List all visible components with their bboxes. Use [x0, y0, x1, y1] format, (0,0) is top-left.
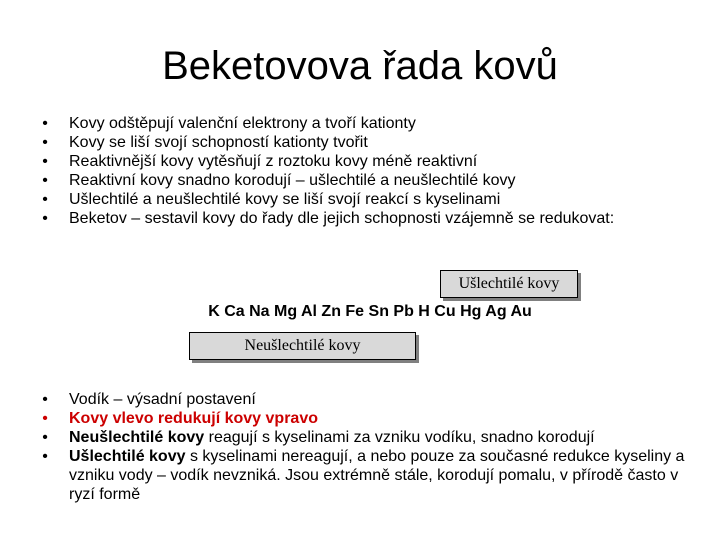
bullet-icon: •: [42, 191, 48, 208]
bullet-icon: •: [42, 153, 48, 170]
list-item: [40, 133, 690, 152]
bullet-icon: •: [42, 134, 48, 151]
list-item: [40, 390, 690, 409]
bullet-icon: •: [42, 391, 48, 408]
list-item: [40, 171, 690, 190]
list-item: [40, 209, 690, 228]
bullet-icon: •: [42, 172, 48, 189]
bullet-text-bold: Neušlechtilé kovy: [69, 429, 205, 446]
bullet-icon: •: [42, 448, 48, 465]
list-item: [40, 152, 690, 171]
bullet-text: Reaktivnější kovy vytěsňují z roztoku kovy méně reaktivní: [69, 153, 478, 170]
bullet-text: Beketov – sestavil kovy do řady dle jejich schopnosti vzájemně se redukovat:: [69, 210, 615, 227]
slide-title: Beketovova řada kovů: [162, 44, 558, 88]
detail-bullet-list: [40, 390, 690, 504]
bullet-text: Kovy se liší svojí schopností kationty tvořit: [69, 134, 368, 151]
reactivity-series: K Ca Na Mg Al Zn Fe Sn Pb H Cu Hg Ag Au: [208, 303, 532, 320]
list-item: [40, 190, 690, 209]
bullet-icon: •: [42, 410, 48, 427]
bullet-text: Vodík – výsadní postavení: [69, 391, 256, 408]
intro-bullet-list: [40, 114, 690, 228]
bullet-text: reagují s kyselinami za vzniku vodíku, snadno korodují: [204, 429, 595, 446]
list-item: [40, 428, 690, 447]
list-item: [40, 409, 690, 428]
bullet-text: Kovy vlevo redukují kovy vpravo: [69, 410, 318, 427]
list-item: [40, 114, 690, 133]
bullet-text: Reaktivní kovy snadno korodují – ušlechtilé a neušlechtilé kovy: [69, 172, 516, 189]
bullet-icon: •: [42, 210, 48, 227]
bullet-icon: •: [42, 429, 48, 446]
bullet-text-bold: Ušlechtilé kovy: [69, 448, 186, 465]
bullet-text: s kyselinami nereagují, a nebo pouze za současné redukce kyseliny a vzniku vody – vodík nevzniká. Jsou extrémně stále, korodují pomalu, v přírodě často v ryzí formě: [69, 448, 685, 503]
base-metals-box: Neušlechtilé kovy: [189, 332, 416, 360]
bullet-text: Ušlechtilé a neušlechtilé kovy se liší svojí reakcí s kyselinami: [69, 191, 501, 208]
bullet-icon: •: [42, 115, 48, 132]
list-item: [40, 447, 690, 504]
noble-metals-box: Ušlechtilé kovy: [440, 270, 578, 298]
bullet-text: Kovy odštěpují valenční elektrony a tvoří kationty: [69, 115, 416, 132]
